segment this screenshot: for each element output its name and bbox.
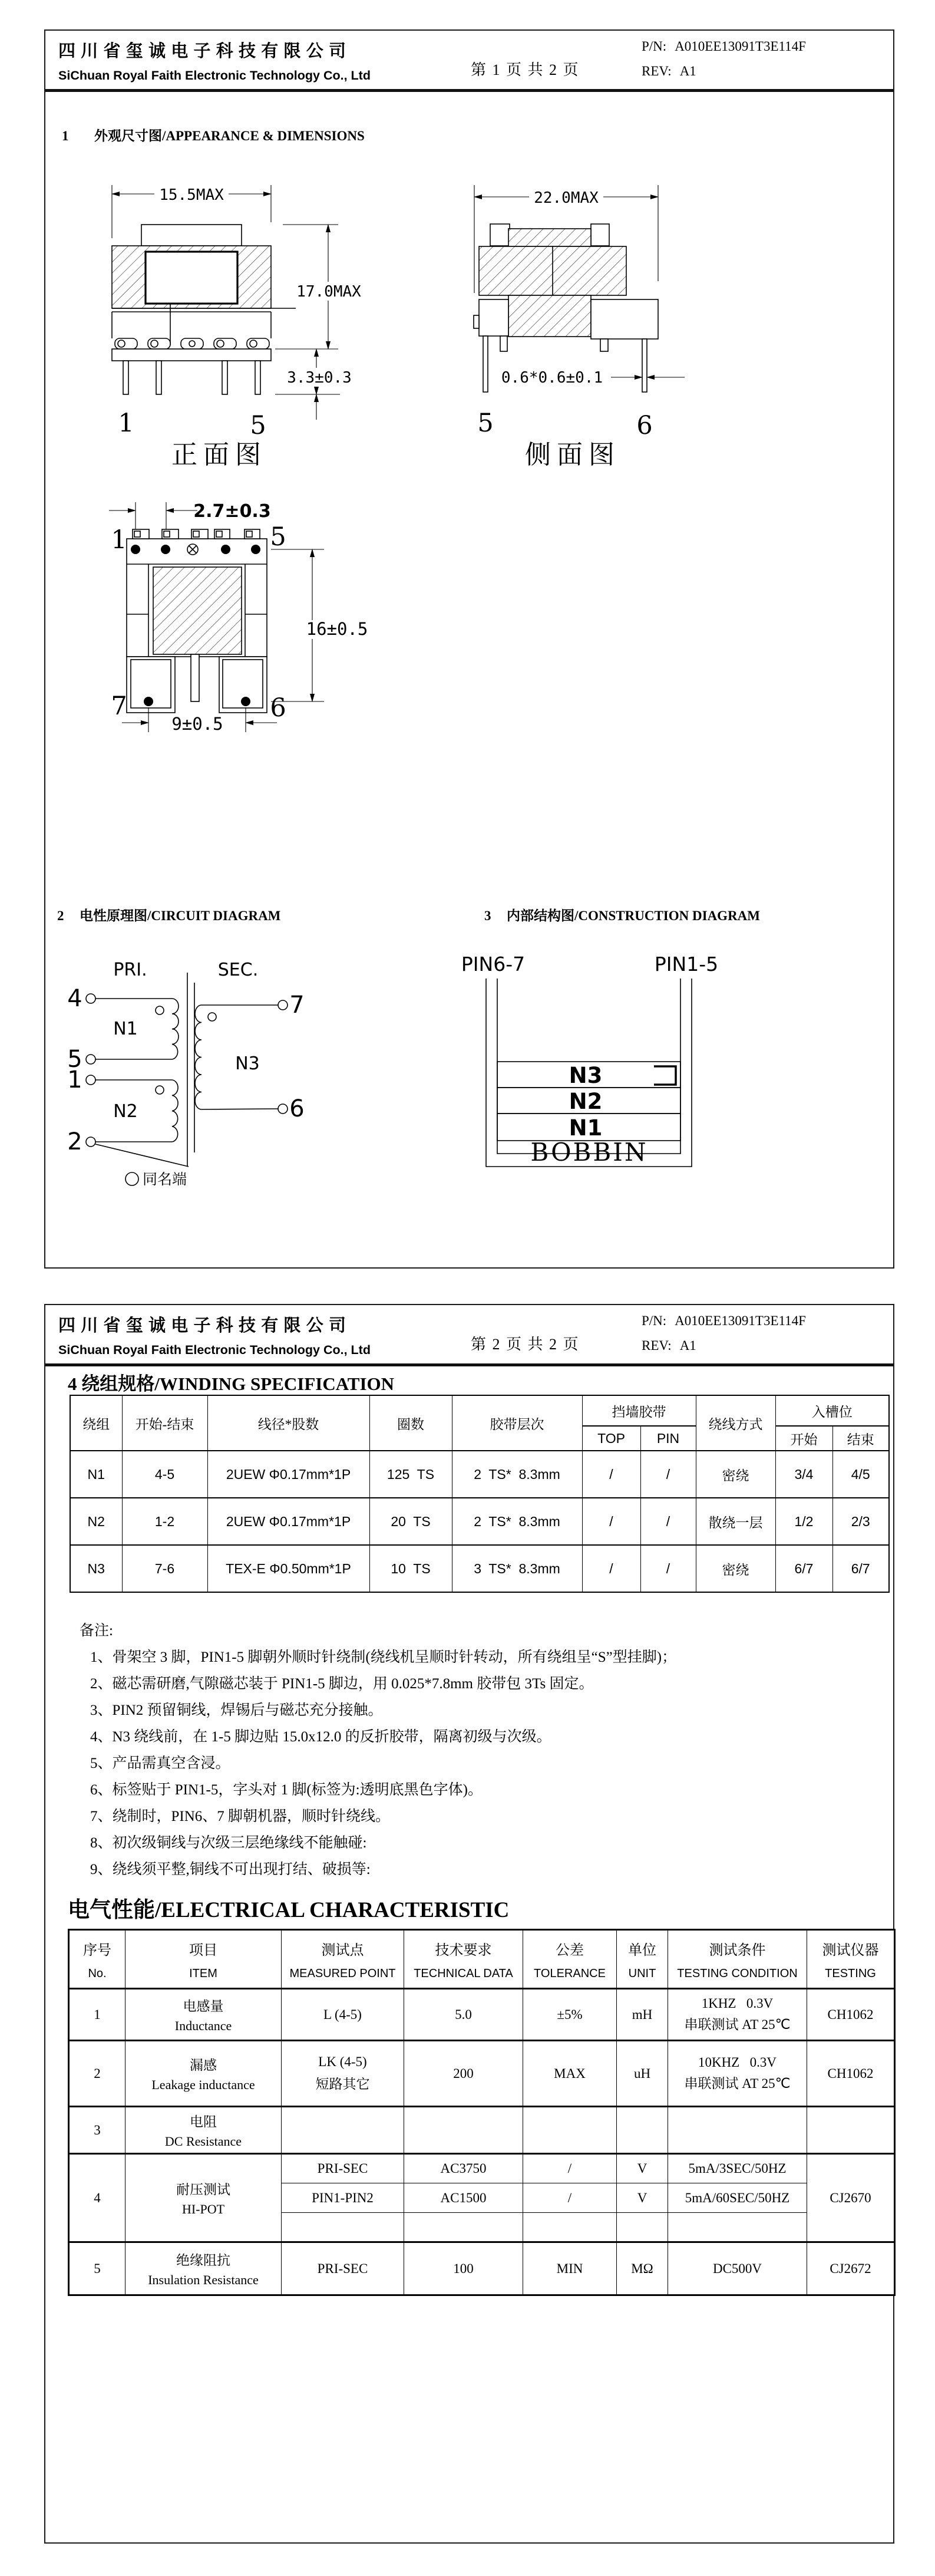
secondary-label: SEC. [217,960,259,980]
col-winding: 绕组 [70,1395,122,1451]
side-view-drawing [437,172,767,467]
cell: / [582,1545,640,1592]
note-item: 9、绕线须平整,铜线不可出现打结、破损等: [90,1862,371,1877]
item-cn: 电感量 [183,1999,224,2014]
col-item-en: ITEM [189,1966,217,1980]
cell: 4-5 [122,1451,207,1498]
cond-line2: 串联测试 AT 25℃ [684,2017,791,2032]
terminal-6-label: 6 [289,1095,305,1122]
cell-item [125,2242,282,2295]
section-2-number: 2 [57,908,64,923]
cell-unit: V [617,2154,668,2183]
electrical-row-1 [69,1989,895,2041]
layer-n2-label: N2 [569,1089,603,1114]
bottom-dim-span: 9±0.5 [171,714,223,734]
electrical-row-3 [69,2107,895,2154]
cond-line1: 1KHZ 0.3V [701,1996,774,2011]
cell: 20 TS [369,1498,452,1545]
empty-cell [282,2213,404,2242]
cell: 10 TS [369,1545,452,1592]
cell: 6/7 [775,1545,832,1592]
note-item: 8、初次级铜线与次级三层绝缘线不能触碰: [90,1835,367,1851]
cell-point: PRI-SEC [282,2154,404,2183]
section-4-title: 4 绕组规格/WINDING SPECIFICATION [68,1373,395,1394]
page-1 [44,29,894,1269]
part-number [642,1313,806,1329]
note-item: 5、产品需真空含浸。 [90,1755,230,1771]
cell-tech: 200 [404,2041,523,2107]
notes-block [80,1618,676,1883]
front-dim-height: 17.0MAX [296,283,361,301]
revision-value: A1 [679,1338,696,1353]
col-tech-cn: 技术要求 [435,1942,492,1958]
cell: / [582,1451,640,1498]
cell: 2UEW Φ0.17mm*1P [207,1498,369,1545]
cell-tech: 100 [404,2242,523,2295]
empty-cell [282,2107,404,2154]
cell-point: L (4-5) [282,1989,404,2041]
cell-item [125,2107,282,2154]
col-item-cn: 项目 [189,1942,217,1958]
side-dim-width: 22.0MAX [534,189,599,207]
section-1-title [62,125,365,144]
cell-point [282,2041,404,2107]
col-inst-cn: 测试仪器 [822,1942,879,1958]
col-technical-data [404,1930,523,1989]
layer-n1-label: N1 [569,1115,603,1141]
revision-label: REV: [642,64,672,78]
side-view-caption: 侧面图 [525,440,620,469]
cell-tech: AC3750 [404,2154,523,2183]
part-number-label: P/N: [642,1313,667,1328]
item-cn: 漏感 [190,2058,217,2073]
winding-n1-label: N1 [113,1019,138,1039]
cell: 2 TS* 8.3mm [452,1451,582,1498]
construction-pin15-label: PIN1-5 [654,953,719,976]
section-3-text: 内部结构图/CONSTRUCTION DIAGRAM [507,908,760,923]
cell-unit: mH [617,1989,668,2041]
electrical-row-4a [69,2154,895,2183]
cell-inst: CJ2670 [807,2154,895,2242]
cell: 2 TS* 8.3mm [452,1498,582,1545]
cell-no: 4 [69,2154,125,2242]
cell-cond: DC500V [668,2242,807,2295]
cell-point: PRI-SEC [282,2242,404,2295]
col-item [125,1930,282,1989]
col-no-cn: 序号 [83,1942,111,1958]
company-name-cn: 四 川 省 玺 诚 电 子 科 技 有 限 公 司 [58,42,347,61]
cell: N3 [70,1545,122,1592]
cell: 7-6 [122,1545,207,1592]
winding-n2-label: N2 [113,1101,138,1122]
empty-cell [617,2213,668,2242]
item-en: Leakage inductance [151,2077,255,2092]
terminal-5-label: 5 [67,1046,82,1073]
cell-cond: 5mA/60SEC/50HZ [668,2183,807,2213]
part-number-value: A010EE13091T3E114F [675,39,806,54]
item-cn: 电阻 [190,2114,217,2129]
front-pin-5-label: 5 [250,411,266,440]
note-item: 7、绕制时，PIN6、7 脚朝机器，顺时针绕线。 [90,1809,391,1824]
empty-cell [807,2107,895,2154]
revision-label: REV: [642,1338,672,1353]
front-view-caption: 正面图 [171,440,267,469]
company-name-en: SiChuan Royal Faith Electronic Technology Co., Ltd [58,1343,371,1357]
col-start-end: 开始-结束 [122,1395,207,1451]
page-number: 第 2 页 共 2 页 [471,1336,580,1353]
col-tape: 胶带层次 [452,1395,582,1451]
section-2-title [57,905,280,924]
col-barrier-top: TOP [582,1426,640,1451]
revision [642,64,696,79]
col-point-en: MEASURED POINT [289,1966,396,1980]
section-1-number: 1 [62,129,69,143]
cell: 密绕 [696,1451,775,1498]
empty-cell [404,2213,523,2242]
cell-tol: / [523,2154,617,2183]
col-testing-condition [668,1930,807,1989]
cell-no: 1 [69,1989,125,2041]
item-en: HI-POT [181,2202,225,2216]
circuit-diagram [60,941,496,1236]
header-divider [45,1363,893,1366]
terminal-4-label: 4 [67,985,82,1012]
section-1-text: 外观尺寸图/APPEARANCE & DIMENSIONS [94,129,365,143]
cell-cond [668,2041,807,2107]
page-2 [44,1304,894,2544]
bottom-pin-1-label: 1 [111,525,127,555]
col-slot-start: 开始 [775,1426,832,1451]
cell-unit: V [617,2183,668,2213]
col-tol-cn: 公差 [556,1942,584,1958]
item-cn: 耐压测试 [176,2182,230,2197]
col-no-en: No. [88,1966,107,1980]
side-pin-6-label: 6 [636,411,653,440]
front-dim-pin-length: 3.3±0.3 [287,369,352,387]
cell: N1 [70,1451,122,1498]
terminal-7-label: 7 [289,991,305,1019]
terminal-1-label: 1 [67,1066,82,1093]
item-cn: 绝缘阻抗 [176,2253,230,2268]
col-slot: 入槽位 [775,1395,889,1426]
cell-cond [668,1989,807,2041]
empty-cell [668,2213,807,2242]
cell: N2 [70,1498,122,1545]
col-unit-en: UNIT [628,1966,656,1980]
point-line2: 短路其它 [315,2077,370,2091]
cell: 4/5 [832,1451,889,1498]
col-no [69,1930,125,1989]
electrical-header-row [69,1930,895,1989]
col-turns: 圈数 [369,1395,452,1451]
winding-header-row [70,1395,889,1426]
section-2-text: 电性原理图/CIRCUIT DIAGRAM [80,908,281,923]
note-item: 6、标签贴于 PIN1-5，字头对 1 脚(标签为:透明底黑色字体)。 [90,1782,483,1798]
cell: 3 TS* 8.3mm [452,1545,582,1592]
cell-unit: uH [617,2041,668,2107]
electrical-row-5 [69,2242,895,2295]
terminal-2-label: 2 [67,1128,82,1155]
electrical-row-2 [69,2041,895,2107]
bottom-pin-5-label: 5 [270,522,286,552]
cell: 125 TS [369,1451,452,1498]
col-tech-en: TECHNICAL DATA [414,1966,513,1980]
revision [642,1338,696,1353]
col-cond-en: TESTING CONDITION [677,1966,798,1980]
cell-no: 5 [69,2242,125,2295]
col-tol-en: TOLERANCE [534,1966,606,1980]
page-number: 第 1 页 共 2 页 [471,61,580,78]
col-unit-cn: 单位 [628,1942,656,1958]
cell: / [640,1498,696,1545]
cell: 散绕一层 [696,1498,775,1545]
cell: / [582,1498,640,1545]
cell-item [125,2154,282,2242]
col-tolerance [523,1930,617,1989]
notes-title: 备注: [80,1623,113,1639]
cell-item [125,1989,282,2041]
cell-item [125,2041,282,2107]
cell: 6/7 [832,1545,889,1592]
winding-row-n1 [70,1451,889,1498]
item-en: Inductance [174,2018,232,2033]
cond-line1: 10KHZ 0.3V [698,2055,777,2070]
col-slot-end: 结束 [832,1426,889,1451]
winding-row-n3 [70,1545,889,1592]
cell: 1/2 [775,1498,832,1545]
note-item: 3、PIN2 预留铜线，焊锡后与磁芯充分接触。 [90,1702,383,1718]
bottom-pin-6-label: 6 [270,693,286,723]
col-measured-point [282,1930,404,1989]
note-item: 2、磁芯需研磨,气隙磁芯装于 PIN1-5 脚边，用 0.025*7.8mm 胶带包 3Ts 固定。 [90,1676,594,1692]
cell-tol: / [523,2183,617,2213]
cell-tol: MIN [523,2242,617,2295]
col-point-cn: 测试点 [321,1942,364,1958]
cell: 3/4 [775,1451,832,1498]
construction-diagram [461,941,885,1236]
company-name-en: SiChuan Royal Faith Electronic Technology Co., Ltd [58,68,371,83]
cond-line2: 串联测试 AT 25℃ [684,2076,791,2091]
note-item: 1、骨架空 3 脚，PIN1-5 脚朝外顺时针绕制(绕线机呈顺时针转动，所有绕组呈“S”型挂脚)； [90,1649,677,1665]
empty-cell [523,2107,617,2154]
cell-cond: 5mA/3SEC/50HZ [668,2154,807,2183]
front-pin-1-label: 1 [118,409,134,438]
point-line1: LK (4-5) [318,2054,367,2069]
cell-point: PIN1-PIN2 [282,2183,404,2213]
cell-tol: MAX [523,2041,617,2107]
winding-n3-label: N3 [235,1053,260,1074]
cell-tech: AC1500 [404,2183,523,2213]
col-barrier-pin: PIN [640,1426,696,1451]
winding-spec-table [70,1395,890,1593]
bottom-dim-height: 16±0.5 [306,619,368,639]
col-barrier-tape: 挡墙胶带 [582,1395,696,1426]
empty-cell [523,2213,617,2242]
cell-no: 2 [69,2041,125,2107]
cell: 1-2 [122,1498,207,1545]
cell: 2/3 [832,1498,889,1545]
cell: / [640,1451,696,1498]
cell-inst: CH1062 [807,1989,895,2041]
revision-value: A1 [679,64,696,78]
cell-no: 3 [69,2107,125,2154]
col-inst-en: TESTING [825,1966,876,1980]
section-3-title [484,905,760,924]
bottom-dim-pitch: 2.7±0.3 [193,501,271,522]
header-divider [45,89,893,92]
front-dim-width: 15.5MAX [159,186,224,204]
section-3-number: 3 [484,908,491,923]
note-item: 4、N3 绕线前，在 1-5 脚边贴 15.0x12.0 的反折胶带，隔离初级与次级。 [90,1729,551,1745]
company-name-cn: 四 川 省 玺 诚 电 子 科 技 有 限 公 司 [58,1316,347,1335]
construction-pin67-label: PIN6-7 [461,953,526,976]
cell: / [640,1545,696,1592]
col-testing-instrument [807,1930,895,1989]
side-dim-pin: 0.6*0.6±0.1 [501,369,603,387]
electrical-table [68,1929,896,2296]
layer-n3-label: N3 [569,1063,603,1088]
primary-label: PRI. [113,960,147,980]
cell: 密绕 [696,1545,775,1592]
item-en: Insulation Resistance [148,2272,259,2287]
cell-tol: ±5% [523,1989,617,2041]
col-method: 绕线方式 [696,1395,775,1451]
winding-row-n2 [70,1498,889,1545]
bottom-view-drawing [72,485,402,767]
item-en: DC Resistance [164,2134,242,2149]
bottom-pin-7-label: 7 [111,691,127,721]
section-5-title: 电气性能/ELECTRICAL CHARACTERISTIC [68,1898,510,1922]
front-view-drawing [72,172,402,467]
empty-cell [617,2107,668,2154]
col-cond-cn: 测试条件 [709,1942,766,1958]
part-number-label: P/N: [642,39,667,54]
part-number-value: A010EE13091T3E114F [675,1313,806,1328]
part-number [642,39,806,54]
cell-inst: CH1062 [807,2041,895,2107]
bobbin-label: BOBBIN [530,1138,648,1167]
empty-cell [668,2107,807,2154]
col-unit [617,1930,668,1989]
col-wire: 线径*股数 [207,1395,369,1451]
cell-inst: CJ2672 [807,2242,895,2295]
cell: 2UEW Φ0.17mm*1P [207,1451,369,1498]
polarity-legend: 同名端 [143,1172,187,1188]
empty-cell [404,2107,523,2154]
side-pin-5-label: 5 [477,409,494,438]
cell-unit: MΩ [617,2242,668,2295]
cell-tech: 5.0 [404,1989,523,2041]
cell: TEX-E Φ0.50mm*1P [207,1545,369,1592]
